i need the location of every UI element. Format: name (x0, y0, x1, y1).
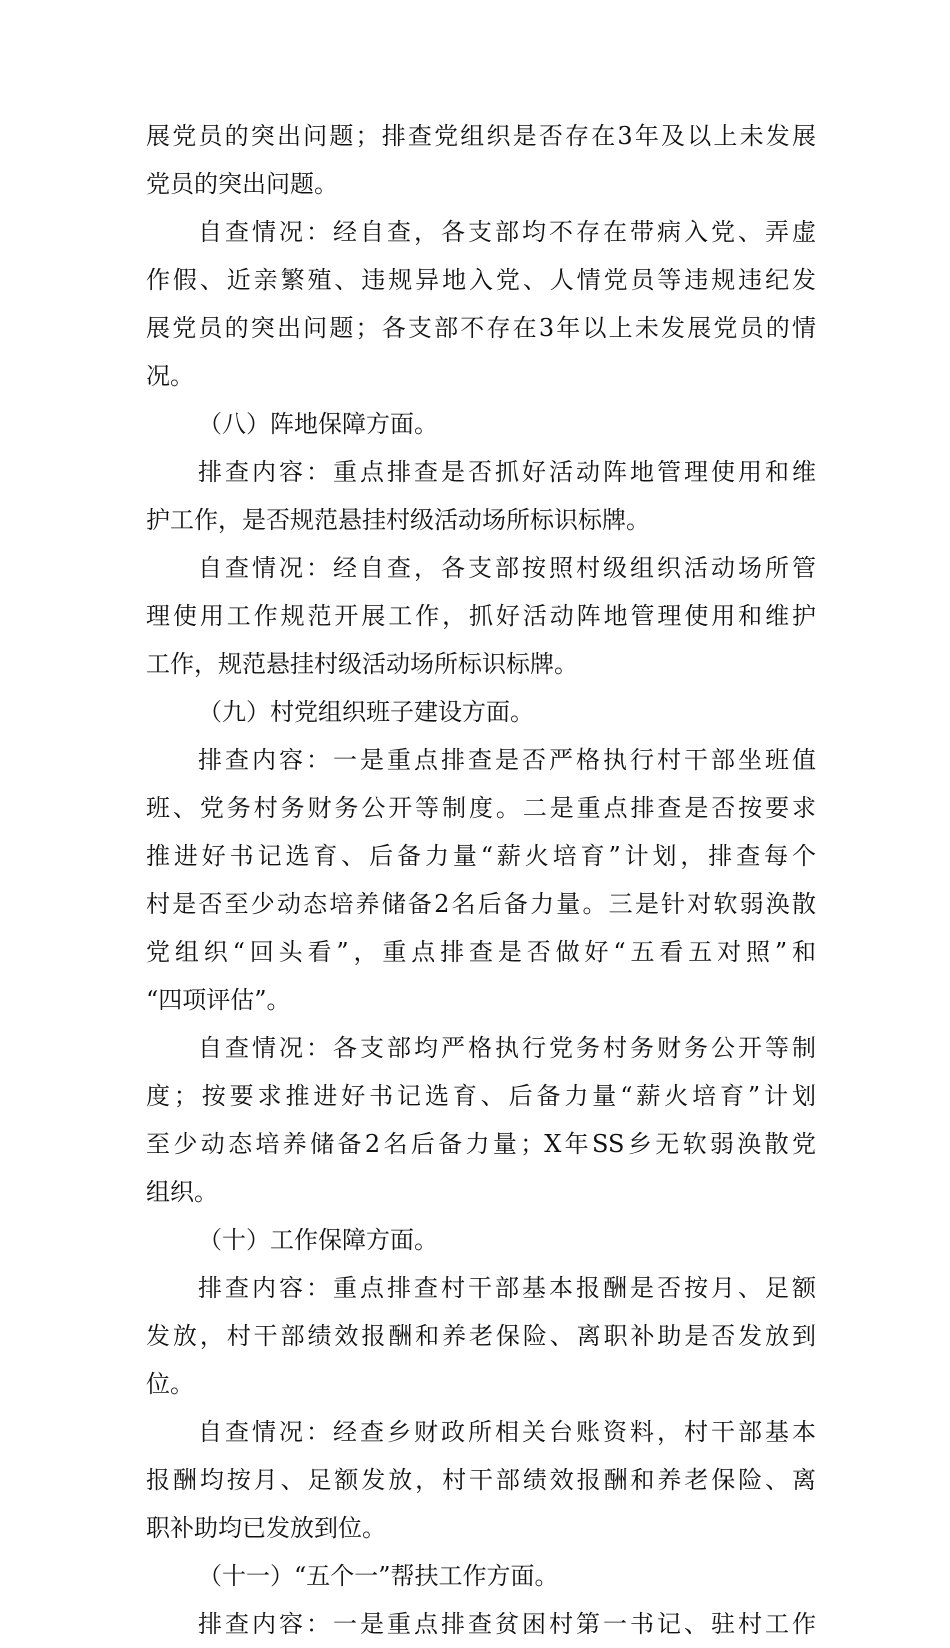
text-line: 排查内容：一是重点排查是否严格执行村干部坐班值 (198, 746, 816, 774)
text-line: 排查内容：重点排查是否抓好活动阵地管理使用和维 (198, 458, 816, 486)
text-line: 自查情况：经自查，各支部按照村级组织活动场所管 (198, 554, 816, 582)
text-line: 班、党务村务财务公开等制度。二是重点排查是否按要求 (146, 794, 816, 822)
text-line: 位。 (146, 1370, 194, 1398)
section-heading: （十）工作保障方面。 (198, 1226, 438, 1254)
text-line: 发放，村干部绩效报酬和养老保险、离职补助是否发放到 (146, 1322, 816, 1350)
text-line: 自查情况：经查乡财政所相关台账资料，村干部基本 (198, 1418, 816, 1446)
text-line: 度；按要求推进好书记选育、后备力量“薪火培育”计划 (146, 1082, 816, 1110)
text-line: 报酬均按月、足额发放，村干部绩效报酬和养老保险、离 (146, 1466, 816, 1494)
text-line: 展党员的突出问题；排查党组织是否存在3年及以上未发展 (146, 122, 816, 150)
text-line: 村是否至少动态培养储备2名后备力量。三是针对软弱涣散 (146, 890, 816, 918)
text-line: 自查情况：经自查，各支部均不存在带病入党、弄虚 (198, 218, 816, 246)
text-line: 自查情况：各支部均严格执行党务村务财务公开等制 (198, 1034, 816, 1062)
text-line: 展党员的突出问题；各支部不存在3年以上未发展党员的情 (146, 314, 816, 342)
text-line: 作假、近亲繁殖、违规异地入党、人情党员等违规违纪发 (146, 266, 816, 294)
document-body (146, 112, 816, 1648)
text-line: “四项评估”。 (146, 986, 291, 1014)
text-line: 职补助均已发放到位。 (146, 1514, 386, 1542)
text-line: 工作，规范悬挂村级活动场所标识标牌。 (146, 650, 578, 678)
text-line: 推进好书记选育、后备力量“薪火培育”计划，排查每个 (146, 842, 816, 870)
text-line: 排查内容：一是重点排查贫困村第一书记、驻村工作 (198, 1610, 816, 1638)
section-heading: （八）阵地保障方面。 (198, 410, 438, 438)
text-line: 护工作，是否规范悬挂村级活动场所标识标牌。 (146, 506, 650, 534)
text-line: 至少动态培养储备2名后备力量；X年SS乡无软弱涣散党 (146, 1130, 816, 1158)
section-heading: （九）村党组织班子建设方面。 (198, 698, 534, 726)
text-line: 党员的突出问题。 (146, 170, 338, 198)
section-heading: （十一）“五个一”帮扶工作方面。 (198, 1562, 559, 1590)
text-line: 理使用工作规范开展工作，抓好活动阵地管理使用和维护 (146, 602, 816, 630)
text-line: 况。 (146, 362, 194, 390)
text-line: 党组织“回头看”，重点排查是否做好“五看五对照”和 (146, 938, 816, 966)
text-line: 组织。 (146, 1178, 218, 1206)
text-line: 排查内容：重点排查村干部基本报酬是否按月、足额 (198, 1274, 816, 1302)
